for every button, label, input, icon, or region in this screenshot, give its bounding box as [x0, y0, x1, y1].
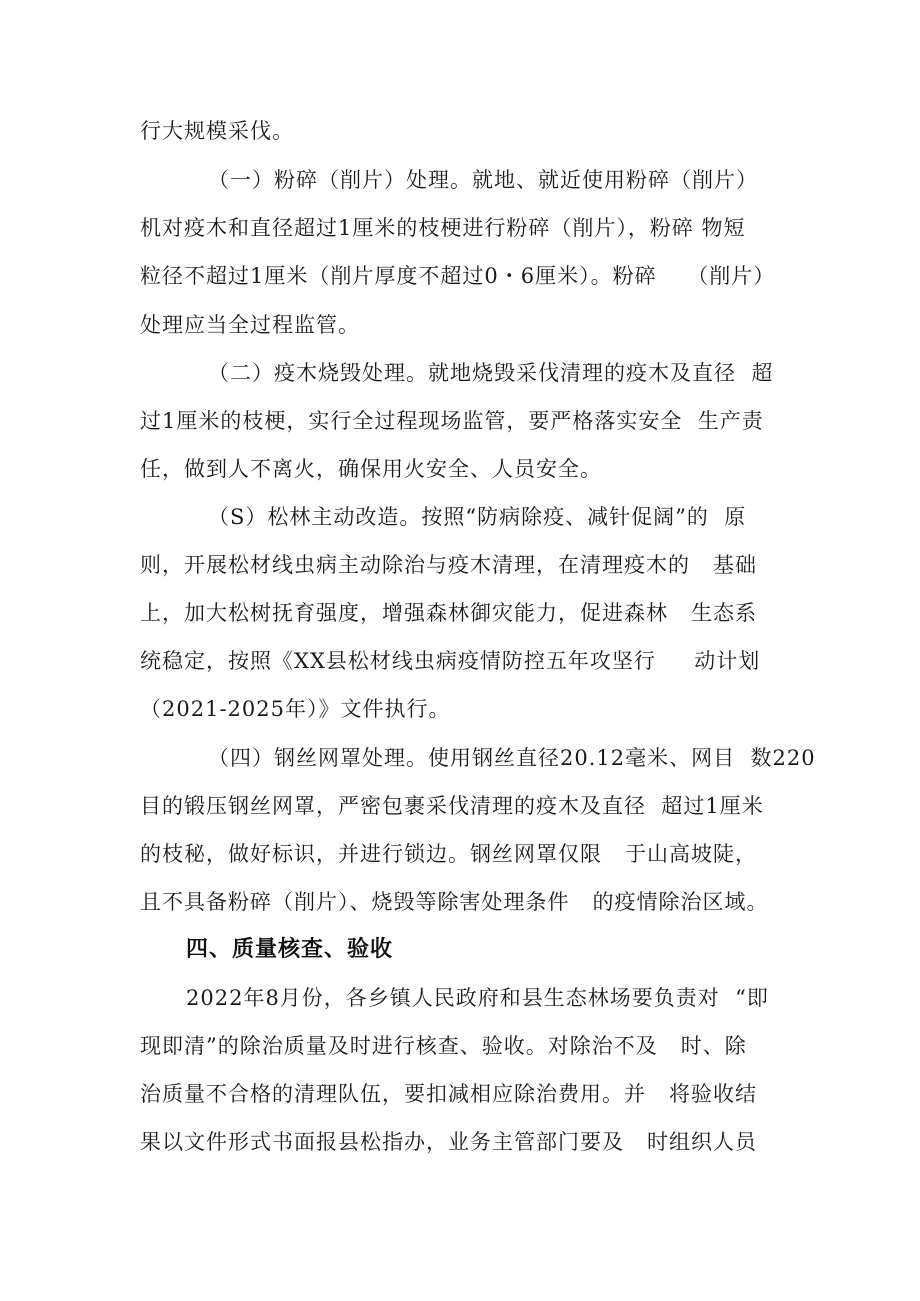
- paragraph-line: 任，做到人不离火，确保用火安全、人员安全。: [140, 457, 602, 481]
- paragraph-line: （四）钢丝网罩处理。使用钢丝直径20.12毫米、网目 数220: [208, 746, 816, 770]
- paragraph-line: 目的锻压钢丝网罩，严密包裹采伐清理的疫木及直径 超过1厘米: [140, 794, 764, 818]
- paragraph-line: 机对疫木和直径超过1厘米的枝梗进行粉碎（削片），粉碎 物短: [140, 216, 746, 240]
- paragraph-line: 则，开展松材线虫病主动除治与疫木清理，在清理疫木的 基础: [140, 553, 758, 577]
- paragraph-line: 且不具备粉碎（削片）、烧毁等除害处理条件 的疫情除治区域。: [140, 890, 769, 914]
- paragraph-line: 2022年8月份，各乡镇人民政府和县生态林场要负责对 “即: [186, 986, 769, 1010]
- paragraph-line: 过1厘米的枝梗，实行全过程现场监管，要严格落实安全 生产责: [140, 409, 764, 433]
- paragraph-line: 的枝秘，做好标识，并进行锁边。钢丝网罩仅限 于山高坡陡，: [140, 842, 758, 866]
- paragraph-line: 粒径不超过1厘米（削片厚度不超过0・6厘米）。粉碎 （削片）: [140, 264, 776, 288]
- paragraph-line: （二）疫木烧毁处理。就地烧毁采伐清理的疫木及直径 超: [208, 361, 774, 385]
- paragraph-line: 现即清”的除治质量及时进行核查、验收。对除治不及 时、除: [140, 1034, 747, 1058]
- paragraph-line: 治质量不合格的清理队伍，要扣减相应除治费用。并 将验收结: [140, 1082, 758, 1106]
- paragraph-line: 行大规模采伐。: [140, 119, 294, 143]
- paragraph-line: 统稳定，按照《XX县松材线虫病疫情防控五年攻坚行 动计划: [140, 649, 761, 673]
- paragraph-line: （一）粉碎（削片）处理。就地、就近使用粉碎（削片）: [208, 168, 758, 192]
- section-heading: 四、质量核查、验收: [186, 937, 394, 962]
- paragraph-line: 上，加大松树抚育强度，增强森林御灾能力，促进森林 生态系: [140, 601, 758, 625]
- paragraph-line: （2021-2025年）》文件执行。: [140, 697, 451, 721]
- paragraph-line: （S）松林主动改造。按照“防病除疫、减针促阔”的 原: [208, 505, 747, 529]
- paragraph-line: 处理应当全过程监管。: [140, 313, 360, 337]
- paragraph-line: 果以文件形式书面报县松指办，业务主管部门要及 时组织人员: [140, 1130, 758, 1154]
